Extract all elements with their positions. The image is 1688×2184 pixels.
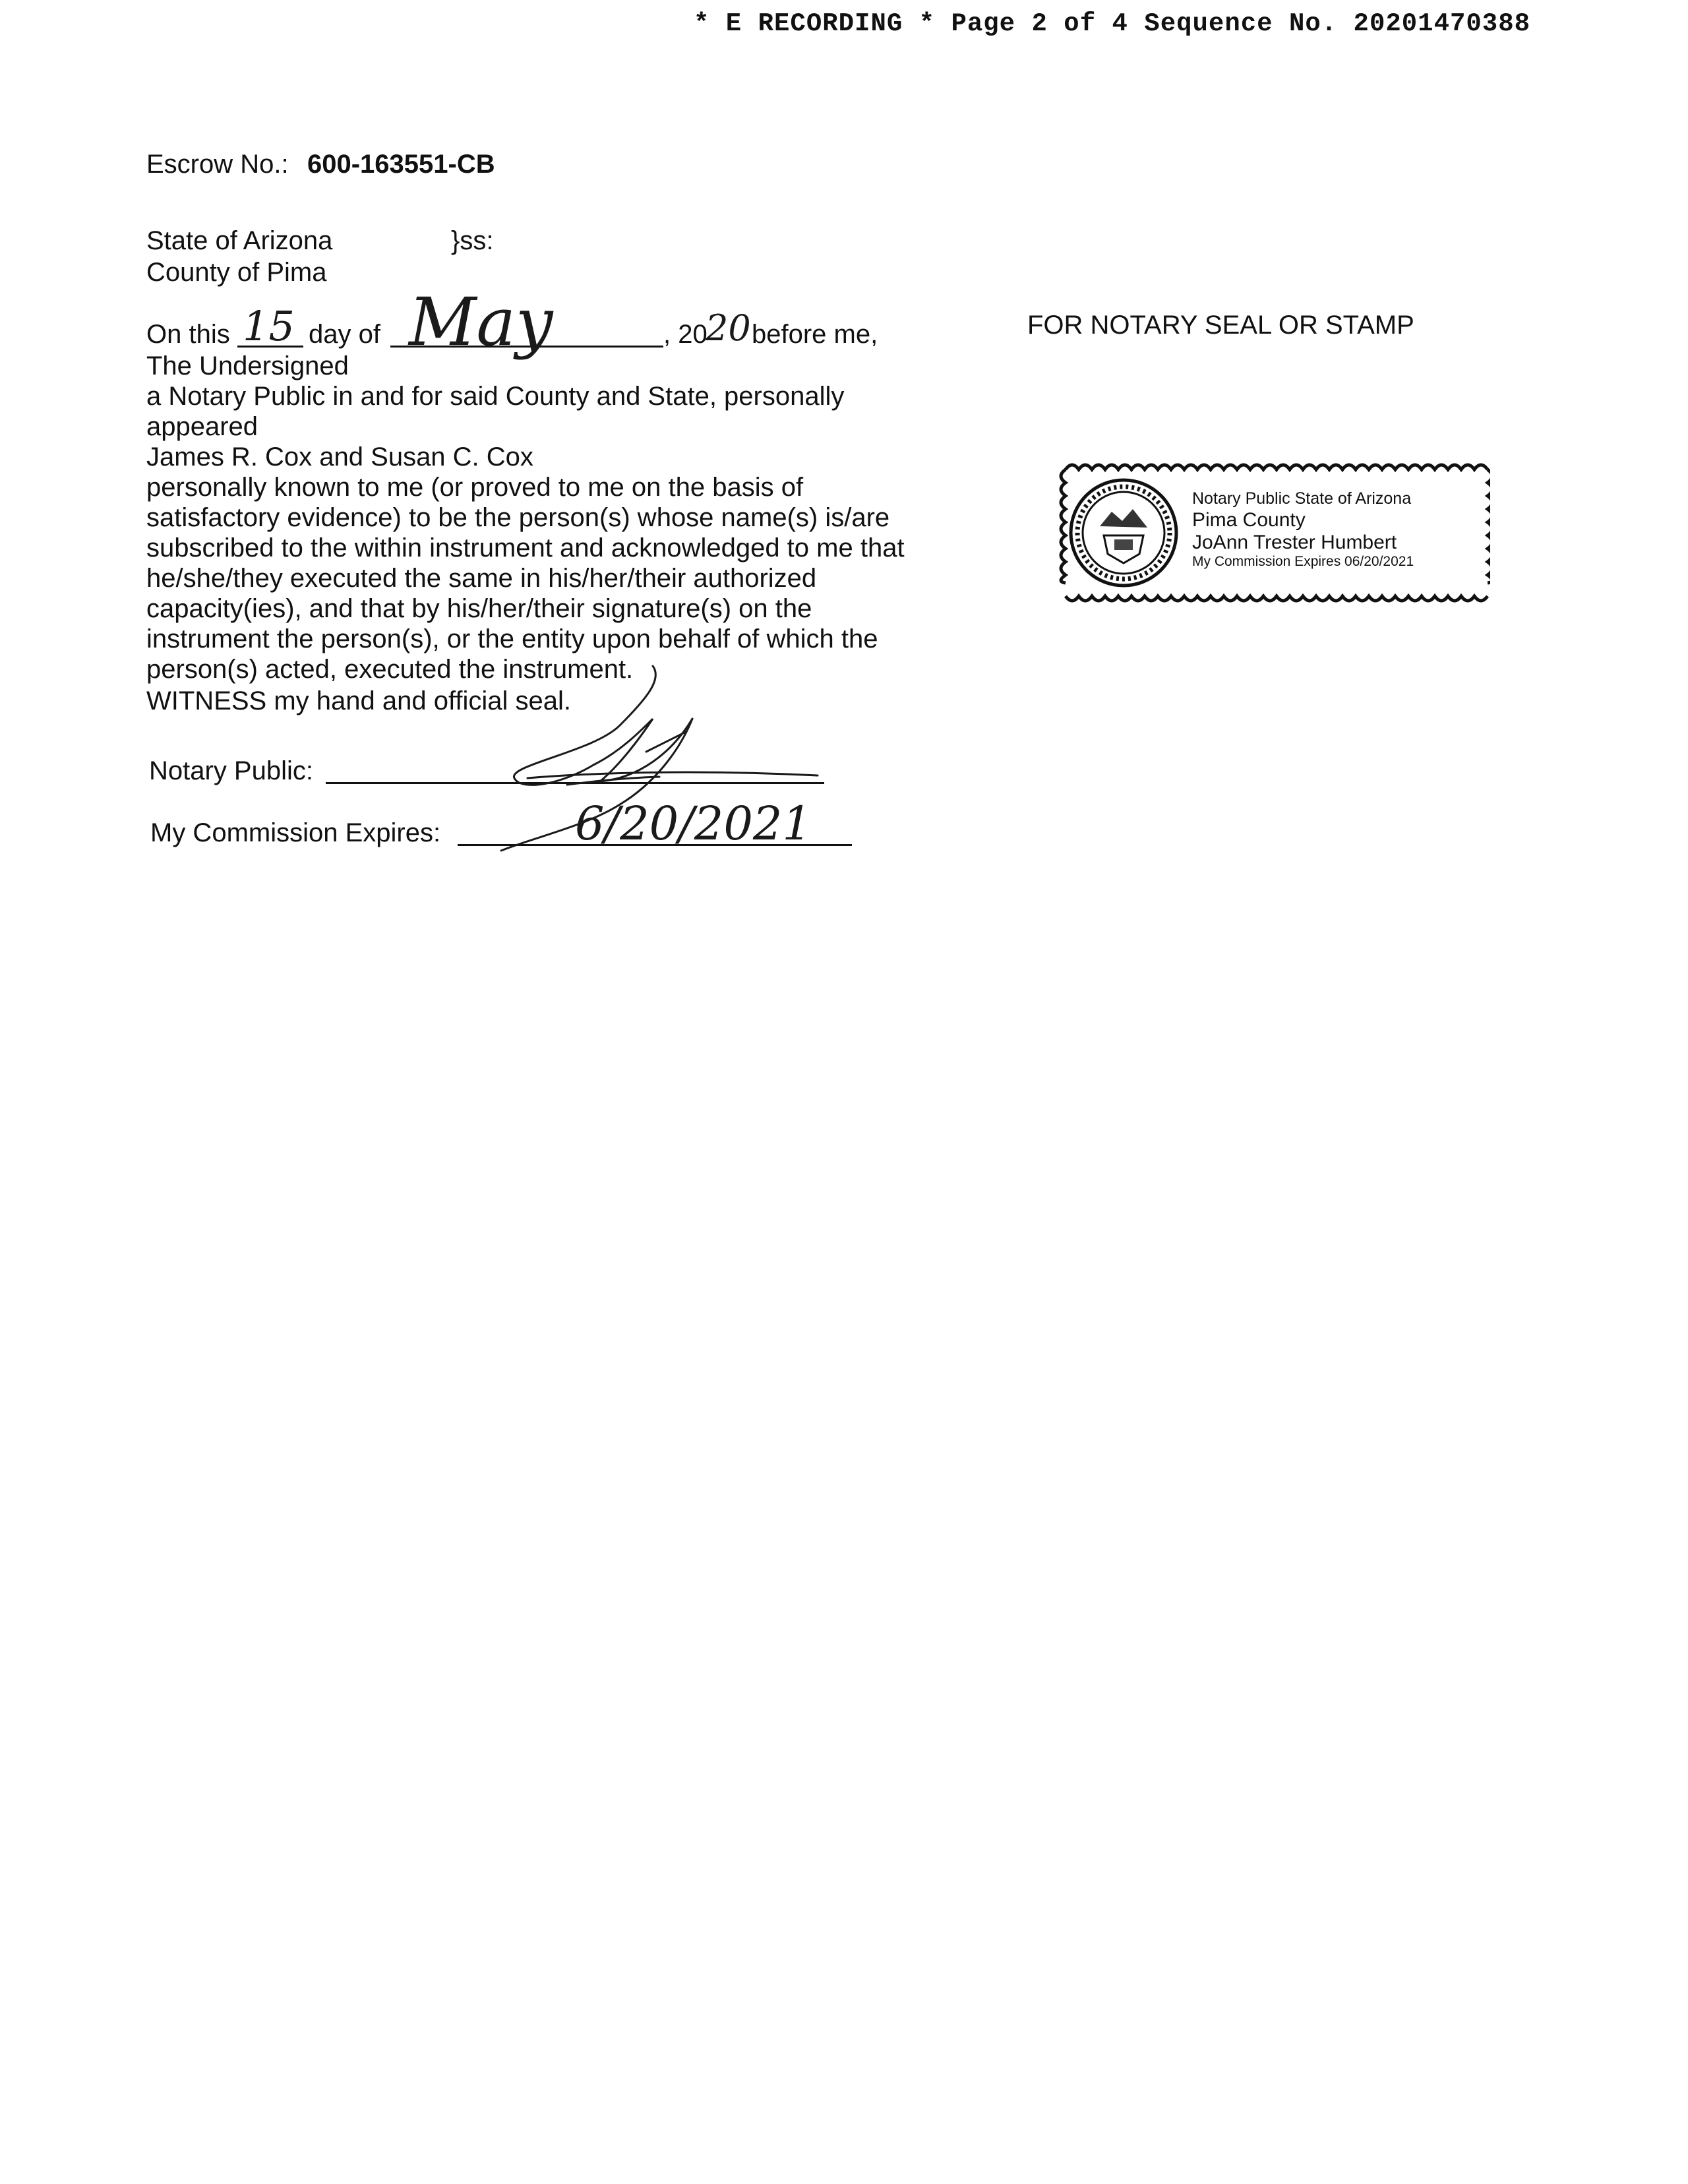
notary-public-line: a Notary Public in and for said County and State, personally	[146, 382, 845, 411]
notary-stamp	[1058, 455, 1490, 611]
venue-state: State of Arizona	[146, 226, 333, 255]
commission-expires-label: My Commission Expires:	[150, 818, 441, 847]
ack-body-line: personally known to me (or proved to me on the basis of	[146, 473, 804, 502]
month-handwritten: May	[409, 284, 553, 361]
stamp-line-county: Pima County	[1192, 509, 1306, 531]
stamp-line-expiry: My Commission Expires 06/20/2021	[1192, 554, 1414, 569]
signers-names: James R. Cox and Susan C. Cox	[146, 442, 533, 471]
ack-body-line: subscribed to the within instrument and acknowledged to me that	[146, 533, 905, 562]
ack-body-line: satisfactory evidence) to be the person(s) whose name(s) is/are	[146, 503, 890, 532]
ack-body-line: instrument the person(s), or the entity upon behalf of which the	[146, 624, 878, 653]
ack-body-line: capacity(ies), and that by his/her/their signature(s) on the	[146, 594, 812, 623]
escrow-label: Escrow No.:	[146, 150, 289, 179]
state-seal-icon	[1071, 480, 1176, 586]
appeared-text: appeared	[146, 412, 258, 441]
venue-county: County of Pima	[146, 258, 327, 287]
escrow-number: 600-163551-CB	[307, 150, 495, 179]
year-prefix: , 20	[663, 320, 708, 349]
on-this-label: On this	[146, 320, 230, 349]
before-me-label: before me,	[752, 320, 878, 349]
undersigned-text: The Undersigned	[146, 351, 349, 380]
recording-header: * E RECORDING * Page 2 of 4 Sequence No. 20201470388	[694, 9, 1530, 38]
witness-text: WITNESS my hand and official seal.	[146, 686, 571, 715]
stamp-line-name: JoAnn Trester Humbert	[1192, 531, 1397, 553]
day-of-label: day of	[309, 320, 380, 349]
venue-ss: }ss:	[451, 226, 494, 255]
day-handwritten: 15	[243, 302, 295, 350]
seal-area-heading: FOR NOTARY SEAL OR STAMP	[1027, 311, 1414, 340]
notary-signature-scribble	[488, 653, 831, 857]
notary-signature-label: Notary Public:	[149, 756, 313, 785]
ack-body-line: person(s) acted, executed the instrument.	[146, 655, 634, 684]
year-handwritten: 20	[706, 307, 751, 349]
stamp-line-title: Notary Public State of Arizona	[1192, 489, 1412, 508]
ack-body-line: he/she/they executed the same in his/her/their authorized	[146, 564, 817, 593]
commission-expires-handwritten: 6/20/2021	[575, 797, 812, 851]
